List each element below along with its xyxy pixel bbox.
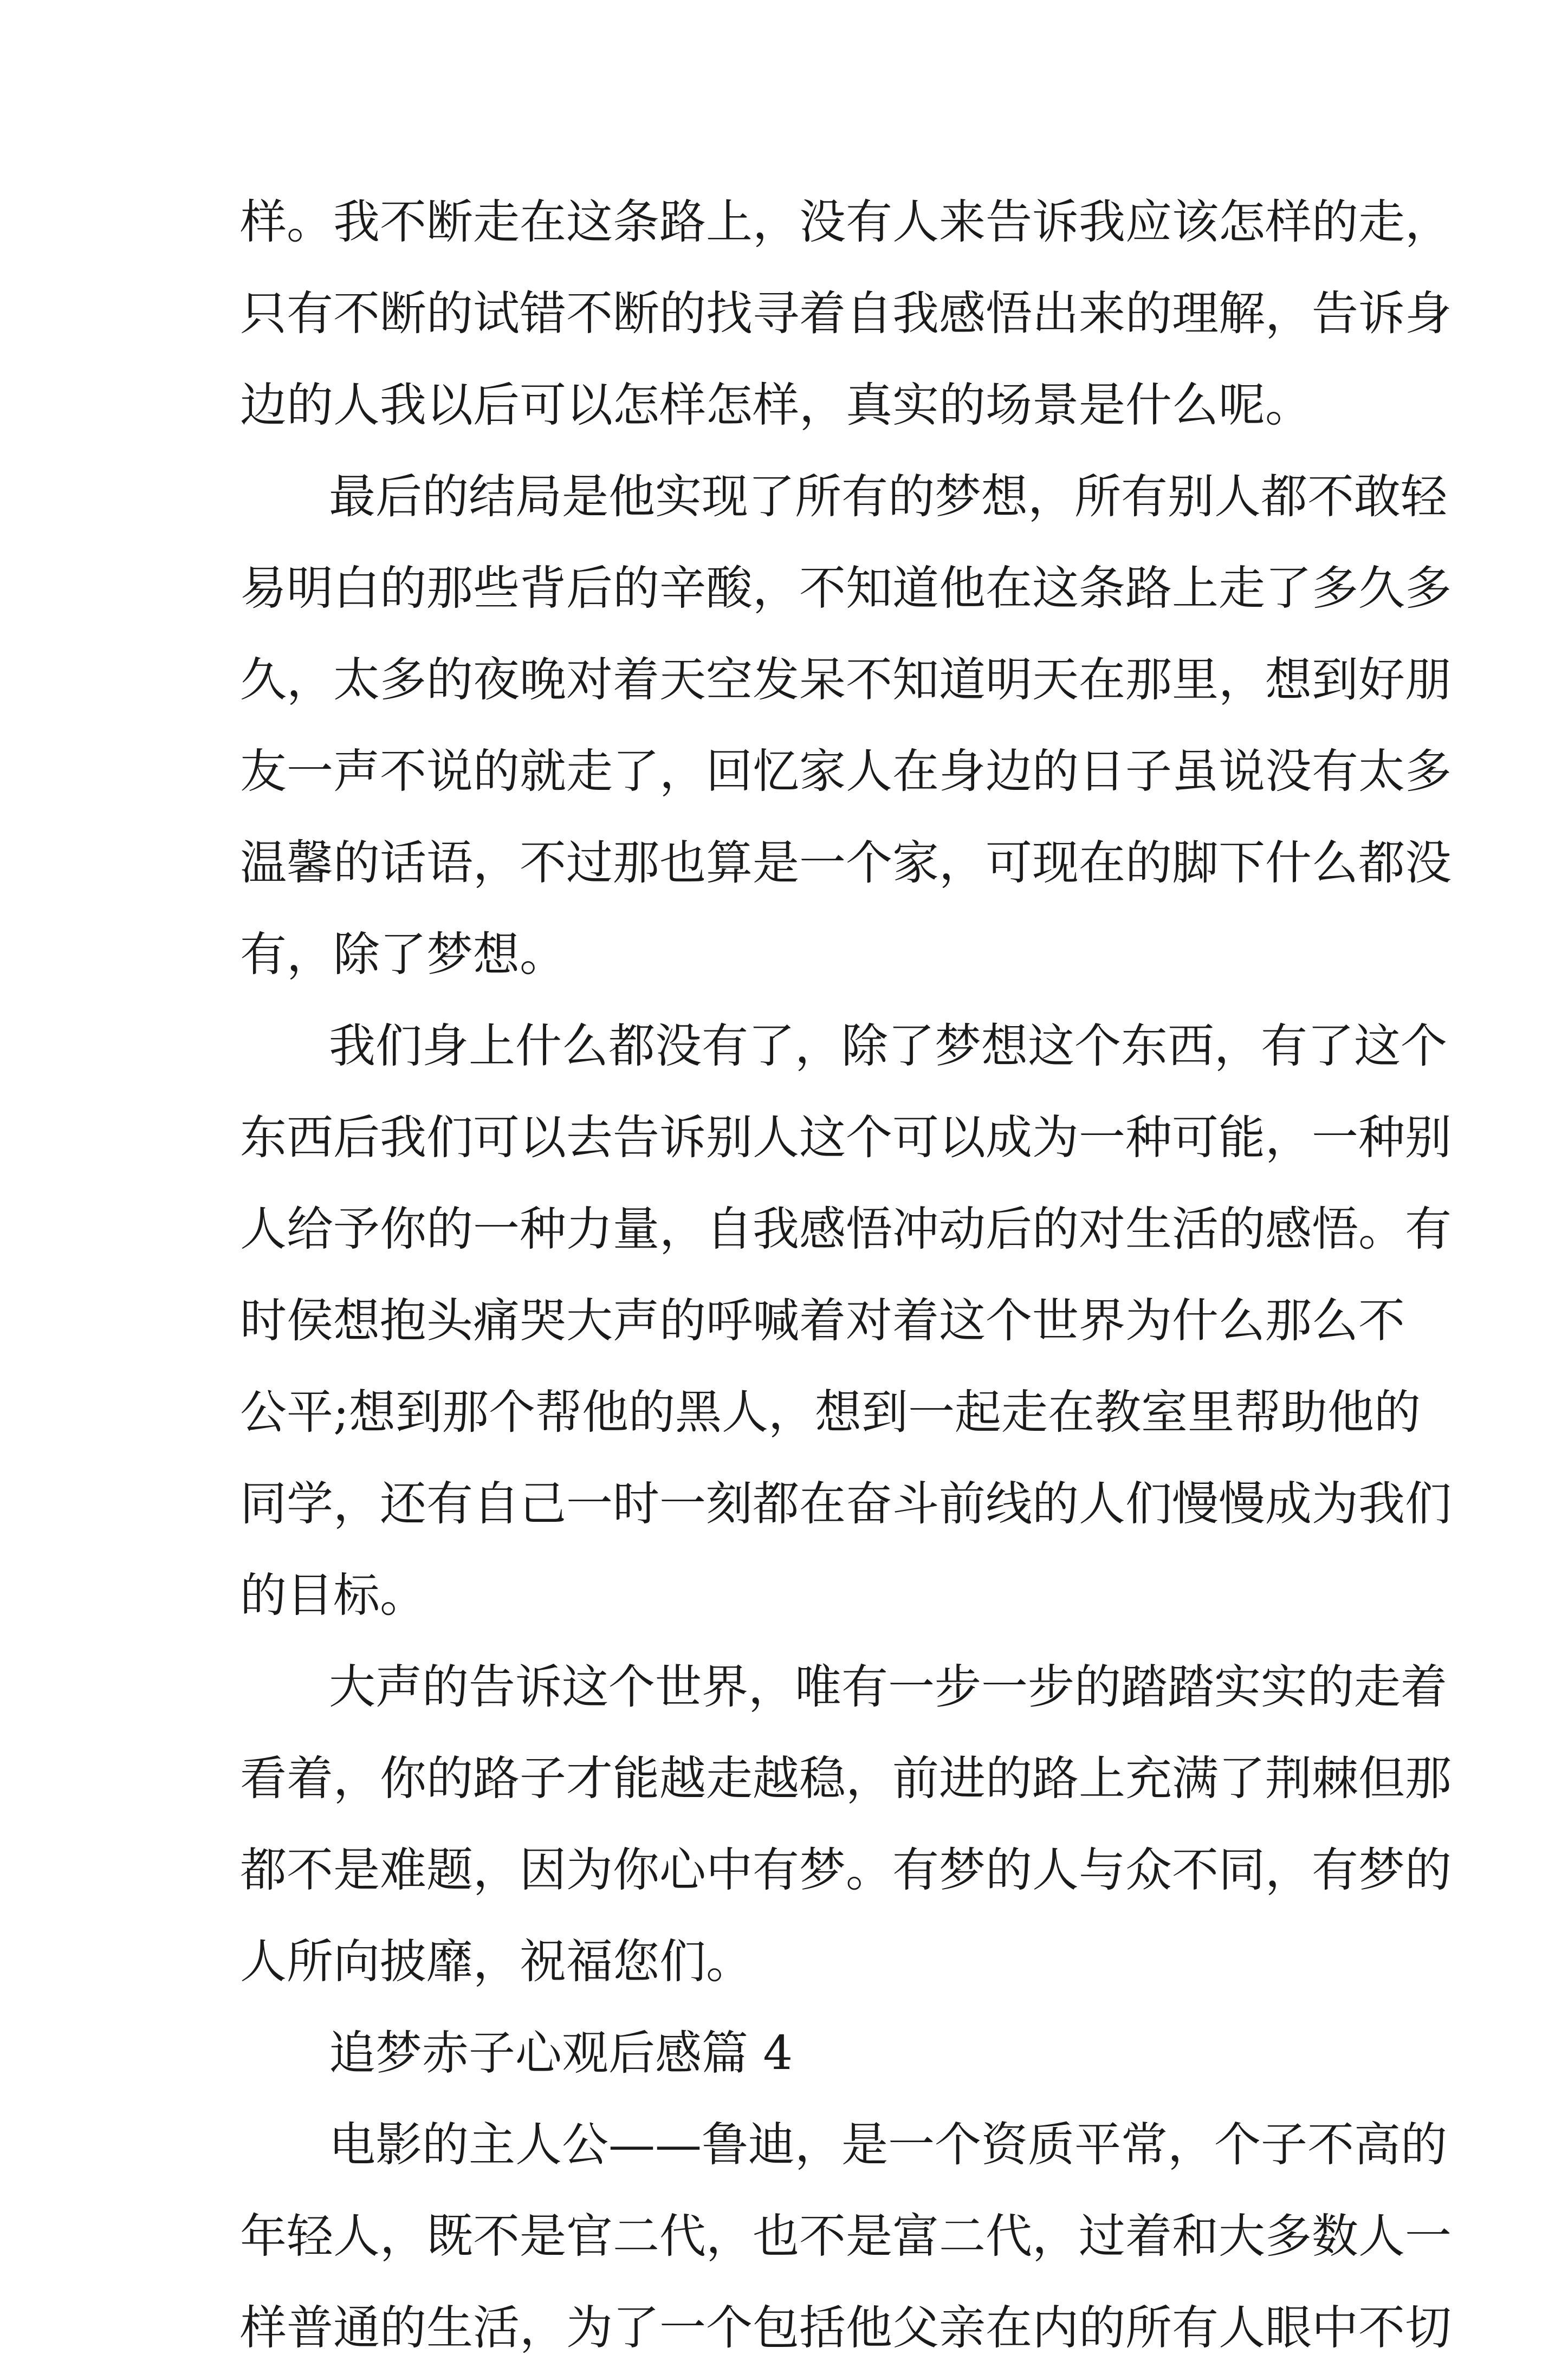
text-line: 样普通的生活，为了一个包括他父亲在内的所有人眼中不切 [240,2301,1452,2355]
text-line: 同学，还有自己一时一刻都在奋斗前线的人们慢慢成为我们 [240,1477,1452,1531]
text-line: 温馨的话语，不过那也算是一个家，可现在的脚下什么都没 [240,836,1452,890]
text-line: 东西后我们可以去告诉别人这个可以成为一种可能，一种别 [240,1111,1452,1165]
text-line: 人所向披靡，祝福您们。 [240,1935,753,1989]
text-line: 公平;想到那个帮他的黑人，想到一起走在教室里帮助他的 [240,1385,1421,1439]
text-line: 久，太多的夜晚对着天空发呆不知道明天在那里，想到好朋 [240,653,1452,707]
text-line: 年轻人，既不是官二代，也不是富二代，过着和大多数人一 [240,2209,1452,2263]
paragraph-first-line: 最后的结局是他实现了所有的梦想，所有别人都不敢轻 [329,470,1447,524]
document-body [240,177,1452,2374]
paragraph-first-line: 大声的告诉这个世界，唯有一步一步的踏踏实实的走着 [329,1660,1447,1714]
text-line: 的目标。 [240,1568,426,1623]
text-line: 人给予你的一种力量，自我感悟冲动后的对生活的感悟。有 [240,1202,1452,1256]
text-line: 时侯想抱头痛哭大声的呼喊着对着这个世界为什么那么不 [240,1294,1405,1348]
text-line: 有，除了梦想。 [240,927,566,982]
text-line: 样。我不断走在这条路上，没有人来告诉我应该怎样的走， [240,195,1452,249]
text-line: 友一声不说的就走了，回忆家人在身边的日子虽说没有太多 [240,744,1452,799]
paragraph-first-line: 我们身上什么都没有了，除了梦想这个东西，有了这个 [329,1019,1447,1073]
text-line: 只有不断的试错不断的找寻着自我感悟出来的理解，告诉身 [240,287,1452,341]
text-line: 易明白的那些背后的辛酸，不知道他在这条路上走了多久多 [240,561,1452,615]
text-line: 看着，你的路子才能越走越稳，前进的路上充满了荆棘但那 [240,1752,1452,1806]
paragraph-first-line: 电影的主人公——鲁迪，是一个资质平常，个子不高的 [329,2118,1447,2172]
section-heading: 追梦赤子心观后感篇 4 [329,2026,793,2080]
text-line: 都不是难题，因为你心中有梦。有梦的人与众不同，有梦的 [240,1843,1452,1897]
text-line: 边的人我以后可以怎样怎样，真实的场景是什么呢。 [240,378,1312,432]
